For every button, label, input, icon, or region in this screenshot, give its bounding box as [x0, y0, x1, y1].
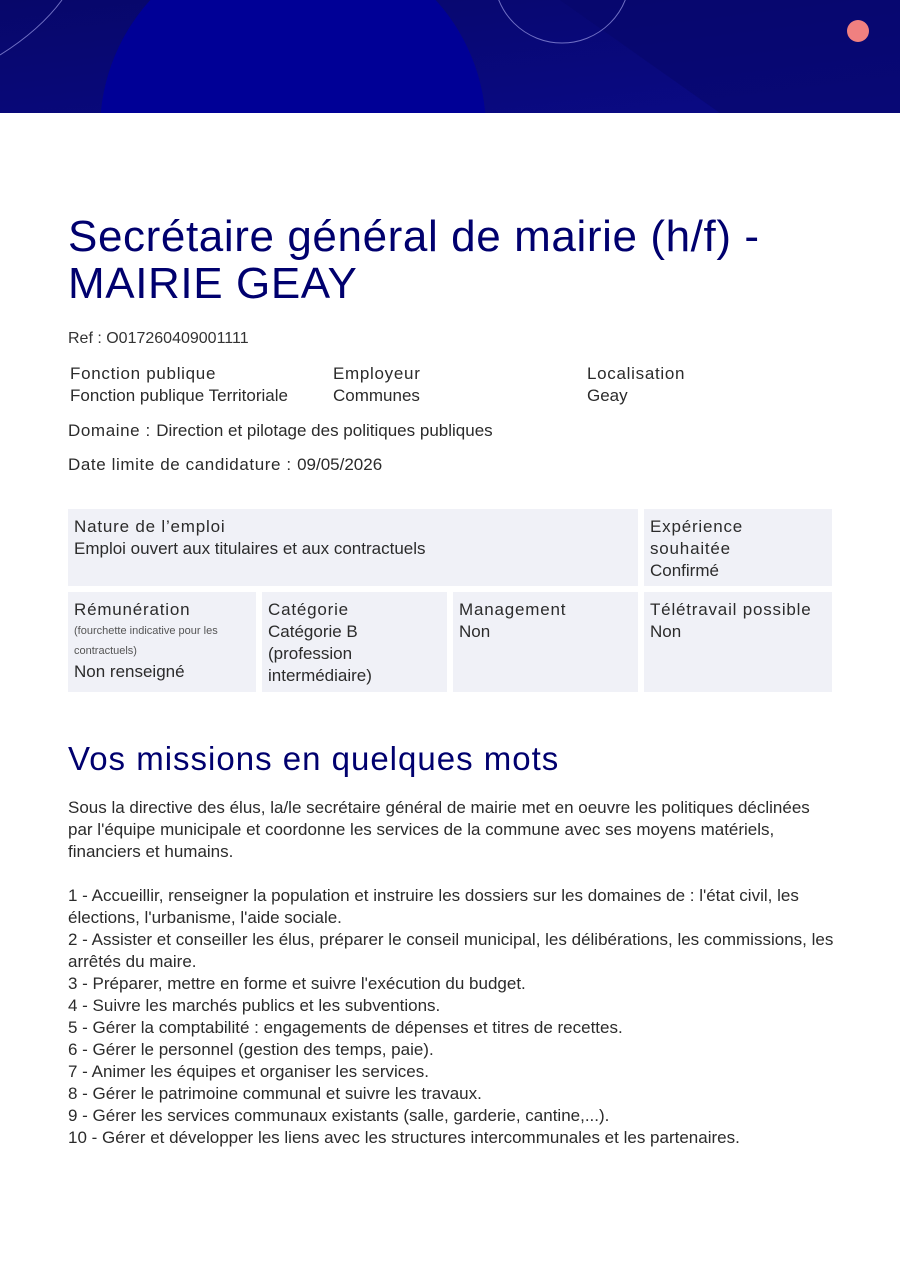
card-note-line-1: (fourchette indicative pour les: [74, 625, 218, 637]
card-label-line-1: Expérience: [650, 517, 744, 536]
domaine-label: Domaine :: [68, 421, 157, 440]
card-label: Management: [459, 600, 567, 619]
accent-dot: [847, 20, 869, 42]
card-remuneration: [68, 592, 256, 692]
meta-label: Employeur: [333, 364, 421, 383]
meta-value: Fonction publique Territoriale: [70, 386, 288, 405]
card-note-line-2: contractuels): [74, 645, 137, 657]
card-categorie: [262, 592, 447, 692]
card-value: Non: [650, 622, 682, 641]
mission-item: 9 - Gérer les services communaux existants (salle, garderie, cantine,...).: [68, 1106, 610, 1125]
mission-item: 1 - Accueillir, renseigner la population et instruire les dossiers sur les domaines de : l'état civil, les élections, l'urbanisme, l'aide sociale.: [68, 886, 799, 927]
card-nature-emploi: [68, 509, 638, 586]
card-teletravail: [644, 592, 832, 692]
mission-item: 8 - Gérer le patrimoine communal et suivre les travaux.: [68, 1084, 482, 1103]
domaine-value: Direction et pilotage des politiques publiques: [156, 421, 493, 440]
meta-label: Fonction publique: [70, 364, 217, 383]
header-banner: [0, 0, 900, 113]
card-management: [453, 592, 638, 692]
mission-item: 2 - Assister et conseiller les élus, préparer le conseil municipal, les délibérations, les commissions, les arrêtés du maire.: [68, 930, 834, 971]
meta-localisation: [587, 363, 685, 407]
card-label: Catégorie: [268, 600, 349, 619]
deadline-label: Date limite de candidature :: [68, 455, 298, 474]
card-value: Emploi ouvert aux titulaires et aux contractuels: [74, 539, 426, 558]
banner-large-circle: [100, 0, 486, 113]
title-line-2: MAIRIE GEAY: [68, 259, 358, 308]
card-label: Nature de l’emploi: [74, 517, 226, 536]
card-label: Télétravail possible: [650, 600, 812, 619]
missions-intro: Sous la directive des élus, la/le secrétaire général de mairie met en oeuvre les politiques déclinées par l'équipe municipale et coordonne les services de la commune avec ses moyens matériels, financiers et humains.: [68, 798, 810, 861]
reference: Ref : O017260409001111: [68, 330, 249, 347]
mission-item: 5 - Gérer la comptabilité : engagements de dépenses et titres de recettes.: [68, 1018, 623, 1037]
mission-item: 7 - Animer les équipes et organiser les services.: [68, 1062, 429, 1081]
meta-employeur: [333, 363, 421, 407]
card-value-line-1: Catégorie B: [268, 622, 358, 641]
missions-body: [68, 797, 838, 1149]
banner-decoration: [0, 0, 900, 113]
mission-item: 4 - Suivre les marchés publics et les subventions.: [68, 996, 441, 1015]
deadline-line: [68, 455, 382, 475]
domaine-line: [68, 421, 493, 441]
mission-item: 10 - Gérer et développer les liens avec les structures intercommunales et les partenaires.: [68, 1128, 740, 1147]
mission-item: 3 - Préparer, mettre en forme et suivre l'exécution du budget.: [68, 974, 526, 993]
card-experience: [644, 509, 832, 586]
missions-heading: Vos missions en quelques mots: [68, 740, 560, 777]
card-value-line-2: (profession: [268, 644, 353, 663]
meta-value: Communes: [333, 386, 420, 405]
meta-label: Localisation: [587, 364, 686, 383]
mission-item: 6 - Gérer le personnel (gestion des temps, paie).: [68, 1040, 434, 1059]
deadline-value: 09/05/2026: [297, 455, 383, 474]
meta-fonction-publique: [70, 363, 288, 407]
card-label-line-2: souhaitée: [650, 539, 731, 558]
card-value: Non: [459, 622, 491, 641]
card-label: Rémunération: [74, 600, 191, 619]
meta-value: Geay: [587, 386, 628, 405]
card-value-line-3: intermédiaire): [268, 666, 372, 685]
card-value: Non renseigné: [74, 662, 185, 681]
card-value: Confirmé: [650, 561, 719, 580]
title-line-1: Secrétaire général de mairie (h/f) -: [68, 212, 760, 261]
page-title: [68, 213, 848, 307]
